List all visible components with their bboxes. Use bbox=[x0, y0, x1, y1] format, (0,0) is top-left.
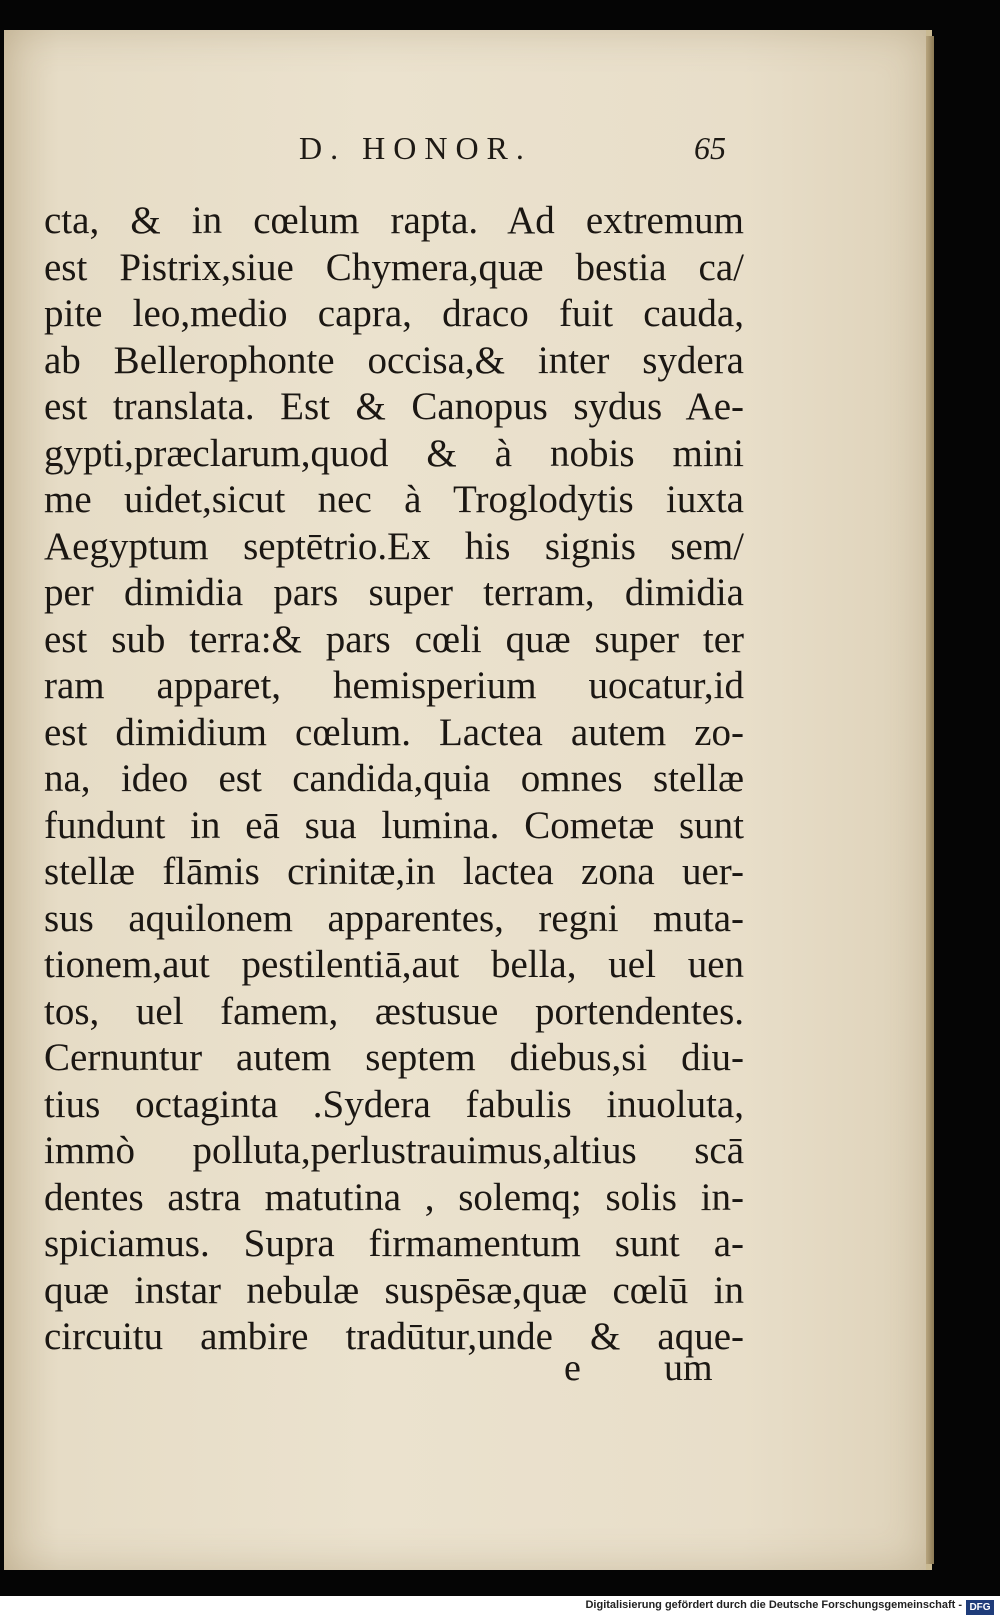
page-edge bbox=[926, 36, 934, 1564]
text-line: ram apparet, hemisperium uocatur,id bbox=[44, 664, 744, 707]
text-line: ab Bellerophonte occisa,& inter sydera bbox=[44, 338, 744, 382]
footer-bar bbox=[0, 1596, 1000, 1620]
catchword: um bbox=[664, 1347, 713, 1389]
text-line: fundunt in eā sua lumina. Cometæ sunt bbox=[44, 803, 744, 847]
running-head-title: D. HONOR. bbox=[299, 130, 532, 166]
text-line: Cernuntur autem septem diebus,si diu- bbox=[44, 1036, 744, 1079]
text-line: me uidet,sicut nec à Troglodytis iuxta bbox=[44, 478, 744, 521]
text-line: gypti,præclarum,quod & à nobis mini bbox=[44, 431, 744, 475]
text-line: immò polluta,perlustrauimus,altius scā bbox=[44, 1129, 744, 1172]
dfg-logo: DFG bbox=[966, 1600, 994, 1615]
text-line: est translata. Est & Canopus sydus Ae- bbox=[44, 385, 744, 428]
text-line: pite leo,medio capra, draco fuit cauda, bbox=[44, 292, 744, 335]
text-line: tionem,aut pestilentiā,aut bella, uel uen bbox=[44, 943, 744, 986]
text-line: Aegyptum septētrio.Ex his signis sem/ bbox=[44, 524, 744, 568]
text-line: spiciamus. Supra firmamentum sunt a- bbox=[44, 1222, 744, 1265]
text-line: sus aquilonem apparentes, regni muta- bbox=[44, 896, 744, 940]
text-line: est sub terra:& pars cœli quæ super ter bbox=[44, 617, 744, 661]
text-line: tius octaginta .Sydera fabulis inuoluta, bbox=[44, 1082, 744, 1126]
text-line: circuitu ambire tradūtur,unde & aque- bbox=[44, 1315, 744, 1358]
text-line: cta, & in cœlum rapta. Ad extremum bbox=[44, 199, 744, 242]
text-line: est dimidium cœlum. Lactea autem zo- bbox=[44, 710, 744, 754]
signature-mark: e bbox=[564, 1347, 581, 1389]
text-line: quæ instar nebulæ suspēsæ,quæ cœlū in bbox=[44, 1268, 744, 1312]
text-line: per dimidia pars super terram, dimidia bbox=[44, 571, 744, 614]
page-number: 65 bbox=[694, 130, 726, 166]
text-line: tos, uel famem, æstusue portendentes. bbox=[44, 989, 744, 1033]
book-page bbox=[4, 30, 932, 1570]
text-line: est Pistrix,siue Chymera,quæ bestia ca/ bbox=[44, 245, 744, 289]
text-line: na, ideo est candida,quia omnes stellæ bbox=[44, 757, 744, 800]
body-text bbox=[44, 198, 744, 1361]
funding-credit: Digitalisierung gefördert durch die Deutsche Forschungsgemeinschaft - bbox=[585, 1599, 962, 1611]
text-line: stellæ flāmis crinitæ,in lactea zona uer- bbox=[44, 850, 744, 893]
text-line: dentes astra matutina , solemq; solis in- bbox=[44, 1175, 744, 1219]
